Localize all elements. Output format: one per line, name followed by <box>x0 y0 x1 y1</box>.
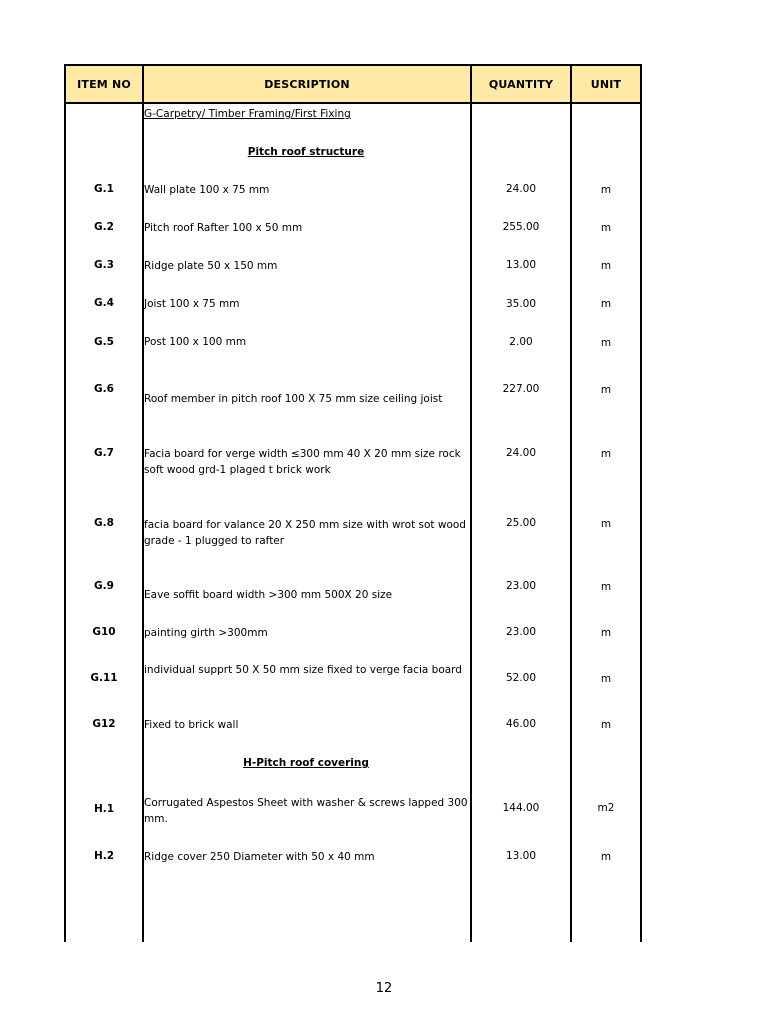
description: individual supprt 50 X 50 mm size fixed to verge facia board <box>144 664 462 676</box>
item-no: G.11 <box>90 672 118 684</box>
page-number: 12 <box>375 981 393 996</box>
description: Ridge plate 50 x 150 mm <box>144 260 278 272</box>
item-no: G.3 <box>94 259 114 271</box>
description: Eave soffit board width >300 mm 500X 20 size <box>144 589 393 601</box>
description: painting girth >300mm <box>144 627 268 639</box>
description: Post 100 x 100 mm <box>144 336 247 348</box>
unit: m <box>600 581 612 593</box>
description: Joist 100 x 75 mm <box>144 298 240 310</box>
unit: m <box>600 298 612 310</box>
header-unit: UNIT <box>572 66 640 102</box>
table-top-border <box>64 64 642 66</box>
quantity: 24.00 <box>505 183 537 195</box>
item-no: G12 <box>92 718 116 730</box>
header-quantity: QUANTITY <box>472 66 570 102</box>
header-bottom-border <box>64 102 642 104</box>
quantity: 46.00 <box>505 718 537 730</box>
item-no: G.9 <box>94 580 114 592</box>
quantity: 52.00 <box>505 672 537 684</box>
unit: m <box>600 627 612 639</box>
description: Facia board for verge width ≤300 mm 40 X 20 mm size rock soft wood grd-1 plaged t brick work <box>144 448 461 476</box>
description: Fixed to brick wall <box>144 719 239 731</box>
quantity: 23.00 <box>505 580 537 592</box>
unit: m <box>600 673 612 685</box>
item-no: H.2 <box>93 850 115 862</box>
quantity: 13.00 <box>505 850 537 862</box>
header-item-no: ITEM NO <box>66 66 142 102</box>
quantity: 227.00 <box>502 383 540 395</box>
quantity: 25.00 <box>505 517 537 529</box>
quantity: 23.00 <box>505 626 537 638</box>
section-h-title: H-Pitch roof covering <box>243 757 369 769</box>
item-no: G.6 <box>94 383 114 395</box>
unit: m2 <box>597 802 615 814</box>
description: Pitch roof Rafter 100 x 50 mm <box>144 222 303 234</box>
unit: m <box>600 851 612 863</box>
item-no: G.2 <box>94 221 114 233</box>
col-border-right <box>640 64 642 942</box>
unit: m <box>600 337 612 349</box>
description: Roof member in pitch roof 100 X 75 mm size ceiling joist <box>144 393 443 405</box>
item-no: G10 <box>92 626 116 638</box>
quantity: 35.00 <box>505 298 537 310</box>
unit: m <box>600 384 612 396</box>
subsection-pitch-title: Pitch roof structure <box>247 146 365 158</box>
unit: m <box>600 184 612 196</box>
item-no: G.5 <box>94 336 114 348</box>
unit: m <box>600 518 612 530</box>
quantity: 2.00 <box>509 336 533 348</box>
item-no: G.7 <box>94 447 114 459</box>
unit: m <box>600 719 612 731</box>
description: Corrugated Aspestos Sheet with washer & screws lapped 300 mm. <box>144 797 468 825</box>
quantity: 13.00 <box>505 259 537 271</box>
item-no: G.4 <box>94 297 114 309</box>
description: Ridge cover 250 Diameter with 50 x 40 mm <box>144 851 375 863</box>
item-no: H.1 <box>93 803 115 815</box>
header-description: DESCRIPTION <box>144 66 470 102</box>
item-no: G.1 <box>94 183 114 195</box>
quantity: 255.00 <box>502 221 540 233</box>
unit: m <box>600 448 612 460</box>
description: Wall plate 100 x 75 mm <box>144 184 270 196</box>
quantity: 144.00 <box>502 802 540 814</box>
section-g-title: G-Carpetry/ Timber Framing/First Fixing <box>144 108 351 120</box>
item-no: G.8 <box>94 517 114 529</box>
unit: m <box>600 260 612 272</box>
quantity: 24.00 <box>505 447 537 459</box>
unit: m <box>600 222 612 234</box>
description: facia board for valance 20 X 250 mm size with wrot sot wood grade - 1 plugged to rafter <box>144 519 466 547</box>
